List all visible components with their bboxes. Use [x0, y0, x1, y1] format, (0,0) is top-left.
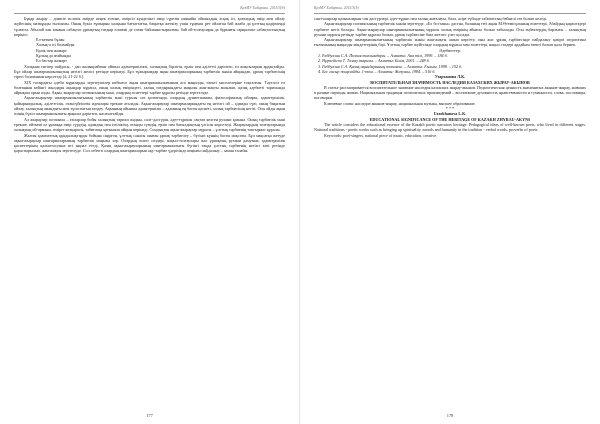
paragraph: Ерлік пен жомарт [36, 47, 67, 53]
paragraph: Uzarkhanova L.K. [433, 111, 467, 117]
paragraph: Халық-а ісі болмайды [36, 42, 75, 48]
paragraph: Ал жыраулар поэзиясы – ғасырлар бойы халықтың тарихи жадын, салт-дәстүрін, әдет-ғұрпын сақтап келген рухани қазына. Оның тәрбиелік мәні ерекше, өйткені ол ұрпаққа өмір сүрудің, адамдық пен ізгіліктің, отанды сүюдің, ерлік пен батылдықтың үлгісін көрсетеді. Жыраулардың толғауларында халықтың ой-арманы, өмірге көзқарасы, табиғатқа қатынасы айқын көрінеді. Сондықтан ақын-жыраулар мұрасы – ұлттық тәрбиенің таптырмас құралы. [14, 116, 285, 133]
paragraph: Ақын-жыраулар поэзиясының тәрбиелік мәнін зерттеуде, «Ел бостаны» дастан, баланың тегі ақын М.Өтемісұлының өсиеттері, Абайдың қарасөздері тәрбиеге негіз болады. Ақын-жыраулар шығармашылығының мұрасы халық өмірінің айнасы болып табылады. Осы еңбектердің барлығы – халықтың рухани мұрасы ретінде тәрбие құралы болып, ұрпақ тәрбиесіне баға жетпес үлес қосады. [314, 21, 586, 37]
paragraph: Ел-кеткен бұлан [36, 37, 65, 43]
paragraph: 2. Нұрпейісов Т. Толғау тарихы. – Алматы: Білім, 2001. – 248 б. [318, 58, 430, 64]
paragraph: ВОСПИТАТЕЛЬНАЯ ЗНАЧИМОСТЬ НАСЛЕДИЯ КАЗАХСКИХ ЖЫРАУ-АКЫНОВ [370, 79, 530, 85]
page-header: ҚазМУ Хабаршы. 2015/3(b) [240, 6, 285, 10]
paragraph: XIX ғасырдағы әдеби мұраларды зерттеушілер көбінесе ақын шығармашылығының аса маңызды, өзекті мәселелеріне тоқталған. Тәуелсіз ел болғаннан кейінгі жылдары ақындар мұрасы, оның халық өміріндегі, халық тағдырындағы маңызы жан-жақты ашылып, қазақ әдебиеті тарихында айрықша орын алды. Ақын, жыраулар поэзиясының мәні, олардың өсиеттері тәрбие құралы ретінде зерттелуде. [14, 79, 285, 96]
paragraph: Ел бастар жомарт [36, 58, 67, 64]
page-body [314, 16, 586, 404]
paragraph: Keywords: poet-singers, national piece of music, education, creative. [324, 132, 438, 138]
paragraph: EDUCATIONAL SIGNIFICANCE OF THE HERITAGE OF KAZAKH ZHYRAU-AKYNS [369, 116, 531, 122]
paragraph: The article considers the educational essence of the Kazakh poetic narrators heritage. Pedagogical ideas of well-known poets, who lived in different stages. National traditions - poetic works such as bringing up spirituality, morals and humanity in the tradition - verbal words, proverbs of poets. [314, 121, 586, 133]
paragraph: Әдебиеттер: [439, 47, 461, 53]
page-body [14, 16, 285, 404]
paragraph: Бұқар жырау – дінисіе ислатік өмірде кеңек есепке, өмірсіз күнделікті өмір сүретін шынайы ойшылдың асқақ ісі, қоғамдық өмір мен ойлау жүйесінің мазмұнды тылсымы. Оның бүкіл ғұмырын халқына бағыттаған, бақытқа жеткізу үшін тұңғыш рет ойлаған бай жазба да ұлттың қадірменді тұлғасы. Абылай хан заманы сабақтас ұрпақтың тағдыр өлшемі де соған байланыстырылған, бай ой-толғаулары да бұрынғы сарқылмас сабақтастықтың көрінісі. [14, 16, 285, 37]
paragraph: Ақын-жыраулар шығармашылығының тәрбиелік мәні туралы сөз қозғағанда, олардың дүниетанымы, философиялық ойлары, адамгершілік, қайырымдылық, әділеттілік, отансүйгіштік идеялары ерекше аталады. Ақын-жыраулар шығармаларындағы ең негізгі ой – адамды сүю, оның бақытын ойлау, халықтың амандығы мен тұтастығын көздеу. Ақынның ойынша адамгершілік – адамның ең басты қасиеті, халық тәрбиесінің негізі. Осы ойды ақын өзінің бүкіл шығармашылығы арқылы дәріптеп, насихаттайды. [14, 95, 285, 117]
paragraph: 3. Ғабдуллин С.А. Қазақ ақындарының поэзиясы. – Алматы: Ғылым, 1998. – 152 б. [318, 63, 463, 69]
paragraph: Жалпы адамзаттық құндылықтарды бойына сіңірген, ұлттық санасы оянған ұрпақ тәрбиелеу – бүгінгі күннің басты мақсаты. Бұл мақсатқа жетуде ақын-жыраулар шығармаларының тәрбиелік маңызы зор. Олардың өсиет сөздері, нақыл-толғаулары жас ұрпақтың рухани дамуына, адамгершілік қасиеттерінің қалыптасуына игі ықпал етеді. Қазақ ақын-жырауларының шығармашылығы бүгінгі таңда ұлттық тәрбиенің негізгі көзі ретінде қарастырылып, жан-жақты зерттелуде. Сол себепті олардың шығармаларын оқу-тәрбие үдерісінде кеңінен пайдалану – заман талабы. [14, 132, 285, 154]
page-header: ҚазМУ Хабаршы. 2015/3(b) [314, 6, 359, 10]
paragraph: сан-ғасырлар қазыналарын сан дастүрлері, әдет-ғұрып пен халық жағалауы, бала, әсіре түбінде табиғаттың бейнелі сөз болып келеді. [314, 16, 548, 21]
paragraph: В статье рассматривается воспитательное значение наследия казахских жырау-акынов. Педагогическая ценность знаменитых акынов-жырау, живших в разные периоды жизни. Национальная традиция поэтических произведений – воспитание духовности, нравственности и гуманности, слова, пословицы, поговорки. [314, 84, 586, 101]
paragraph: 4. Бес ғасыр жырлайды. 1-том. – Алматы: Жазушы, 1984. – 516 б. [318, 68, 436, 74]
paragraph: Ключевые слова: наследие акынов-жырау, национальная музыка, высшее образование. [324, 100, 476, 106]
paragraph: Құлың да ағайынды [36, 53, 71, 59]
paragraph: * * * [445, 106, 455, 112]
page-number: 178 [446, 413, 454, 418]
header-rule [314, 13, 586, 14]
paragraph: Узарханова Л.К. [434, 74, 466, 80]
paragraph: Ақын-жыраулар шығармашылығының тәрбиелік мәнін жан-жақты ашып көрсету, оны жас ұрпақ тәрбиесінде пайдалану қазіргі педагогика ғылымының маңызды міндеттерінің бірі. Ұлттық тәрбие жүйесінде олардың мұрасы мен өсиеттері, нақыл сөздері әрдайым өзекті болып қала бермек. [314, 37, 586, 48]
page-number: 177 [146, 413, 153, 418]
paragraph: Халқына тигізер пайдасы, - дап жалықпайтын ойшыл адамгершілікті, халықтың бірлігін, ерлік пен әділетті дәріптеп, ел жақсыларын ардақтайды. Бұл ойлар шығармашылықтың негізгі желісі ретінде көрінеді. Бұл тұжырымдар ақын шығармаларының тәрбиелік мәнін айқындап, ұрпақ тәрбиесінің тірегі болатынын көрсетеді [4, 21-22 б.]. [14, 63, 285, 80]
paragraph: 1. Ғабдуллин С.А. Поэзия тағлымдары. – Алматы: Ана тілі, 1999. – 184 б. [318, 53, 448, 59]
right-page [300, 0, 600, 424]
header-rule [14, 13, 285, 14]
